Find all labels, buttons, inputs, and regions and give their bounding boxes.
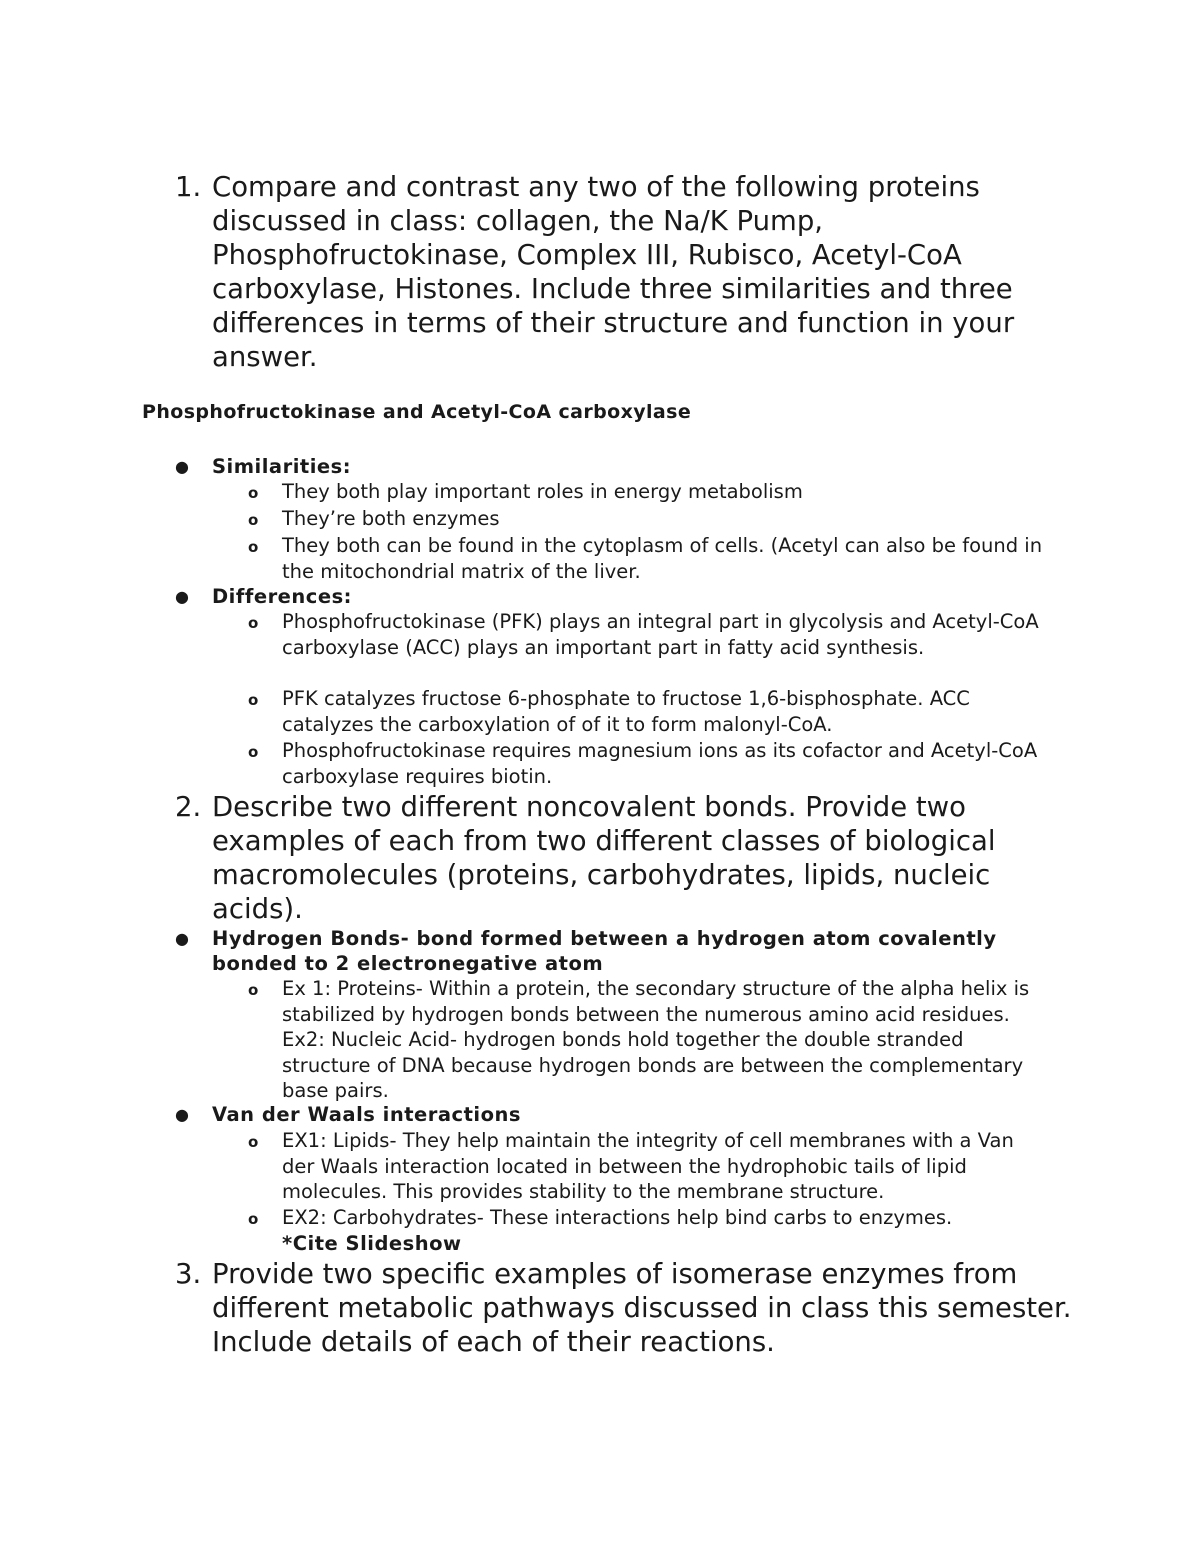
vdw-example-item-1	[248, 1128, 1048, 1205]
sub-bullet-icon: o	[248, 691, 259, 709]
vdw-example-text: EX1: Lipids- They help maintain the integrity of cell membranes with a Van der Waals interaction located in between the hydrophobic tails of lipid molecules. This provides stability to the membrane structure.	[282, 1129, 1014, 1203]
similarity-item-3	[248, 533, 1048, 584]
hydrogen-bonds-bullet	[175, 927, 1075, 976]
hydrogen-example-text: Ex 1: Proteins- Within a protein, the secondary structure of the alpha helix is stabilized by hydrogen bonds between the numerous amino acid residues. Ex2: Nucleic Acid- hydrogen bonds hold together the double stranded structure of DNA because hydrogen bonds are between the complementary base pairs.	[282, 977, 1030, 1102]
difference-text: Phosphofructokinase requires magnesium ions as its cofactor and Acetyl-CoA carboxylase requires biotin.	[282, 739, 1038, 788]
question-2-text: Describe two different noncovalent bonds. Provide two examples of each from two different classes of biological macromolecules (proteins, carbohydrates, lipids, nucleic acids).	[212, 791, 996, 925]
similarity-text: They both play important roles in energy metabolism	[282, 480, 803, 503]
bullet-icon: ●	[175, 587, 189, 606]
similarity-text: They both can be found in the cytoplasm of cells. (Acetyl can also be found in the mitochondrial matrix of the liver.	[282, 534, 1043, 583]
sub-bullet-icon: o	[248, 614, 259, 632]
cite-note: *Cite Slideshow	[282, 1231, 462, 1255]
hydrogen-example-item	[248, 976, 1048, 1104]
vdw-example-2-text: EX2: Carbohydrates- These interactions help bind carbs to enzymes.	[282, 1206, 953, 1229]
question-1-text: Compare and contrast any two of the following proteins discussed in class: collagen, the Na/K Pump, Phosphofructokinase, Complex III, Rubisco, Acetyl-CoA carboxylase, Histones. Include three similarities and three differences in terms of their structure and function in your answer.	[212, 171, 1015, 373]
answer-heading: Phosphofructokinase and Acetyl-CoA carboxylase	[142, 401, 692, 423]
question-1	[175, 170, 1075, 374]
sub-bullet-icon: o	[248, 538, 259, 556]
similarities-bullet	[175, 455, 1075, 480]
difference-text: PFK catalyzes fructose 6-phosphate to fructose 1,6-bisphosphate. ACC catalyzes the carboxylation of of it to form malonyl-CoA.	[282, 687, 970, 736]
vdw-example-text	[282, 1205, 1048, 1256]
van-der-waals-bullet	[175, 1103, 1075, 1128]
vdw-example-item-2	[248, 1205, 1048, 1256]
sub-bullet-icon: o	[248, 484, 259, 502]
van-der-waals-label: Van der Waals interactions	[212, 1103, 521, 1126]
similarity-item-2	[248, 506, 1048, 532]
bullet-icon: ●	[175, 929, 189, 948]
sub-bullet-icon: o	[248, 743, 259, 761]
bullet-icon: ●	[175, 1105, 189, 1124]
similarities-label: Similarities:	[212, 455, 352, 478]
sub-bullet-icon: o	[248, 981, 259, 999]
difference-text: Phosphofructokinase (PFK) plays an integral part in glycolysis and Acetyl-CoA carboxylase (ACC) plays an important part in fatty acid synthesis.	[282, 610, 1039, 659]
differences-label: Differences:	[212, 585, 352, 608]
sub-bullet-icon: o	[248, 1133, 259, 1151]
similarity-item-1	[248, 479, 1048, 505]
question-2-number: 2.	[175, 791, 202, 823]
question-1-number: 1.	[175, 171, 202, 203]
bullet-icon: ●	[175, 457, 189, 476]
sub-bullet-icon: o	[248, 511, 259, 529]
hydrogen-bonds-label: Hydrogen Bonds- bond formed between a hydrogen atom covalently bonded to 2 electronegative atom	[212, 927, 997, 975]
similarity-text: They’re both enzymes	[282, 507, 500, 530]
question-3-text: Provide two specific examples of isomerase enzymes from different metabolic pathways discussed in class this semester. Include details of each of their reactions.	[212, 1258, 1072, 1358]
question-3	[175, 1257, 1075, 1359]
question-2	[175, 790, 1075, 926]
difference-item-3	[248, 738, 1048, 789]
sub-bullet-icon: o	[248, 1210, 259, 1228]
difference-item-1	[248, 609, 1048, 660]
differences-bullet	[175, 585, 1075, 610]
question-3-number: 3.	[175, 1258, 202, 1290]
difference-item-2	[248, 686, 1048, 737]
